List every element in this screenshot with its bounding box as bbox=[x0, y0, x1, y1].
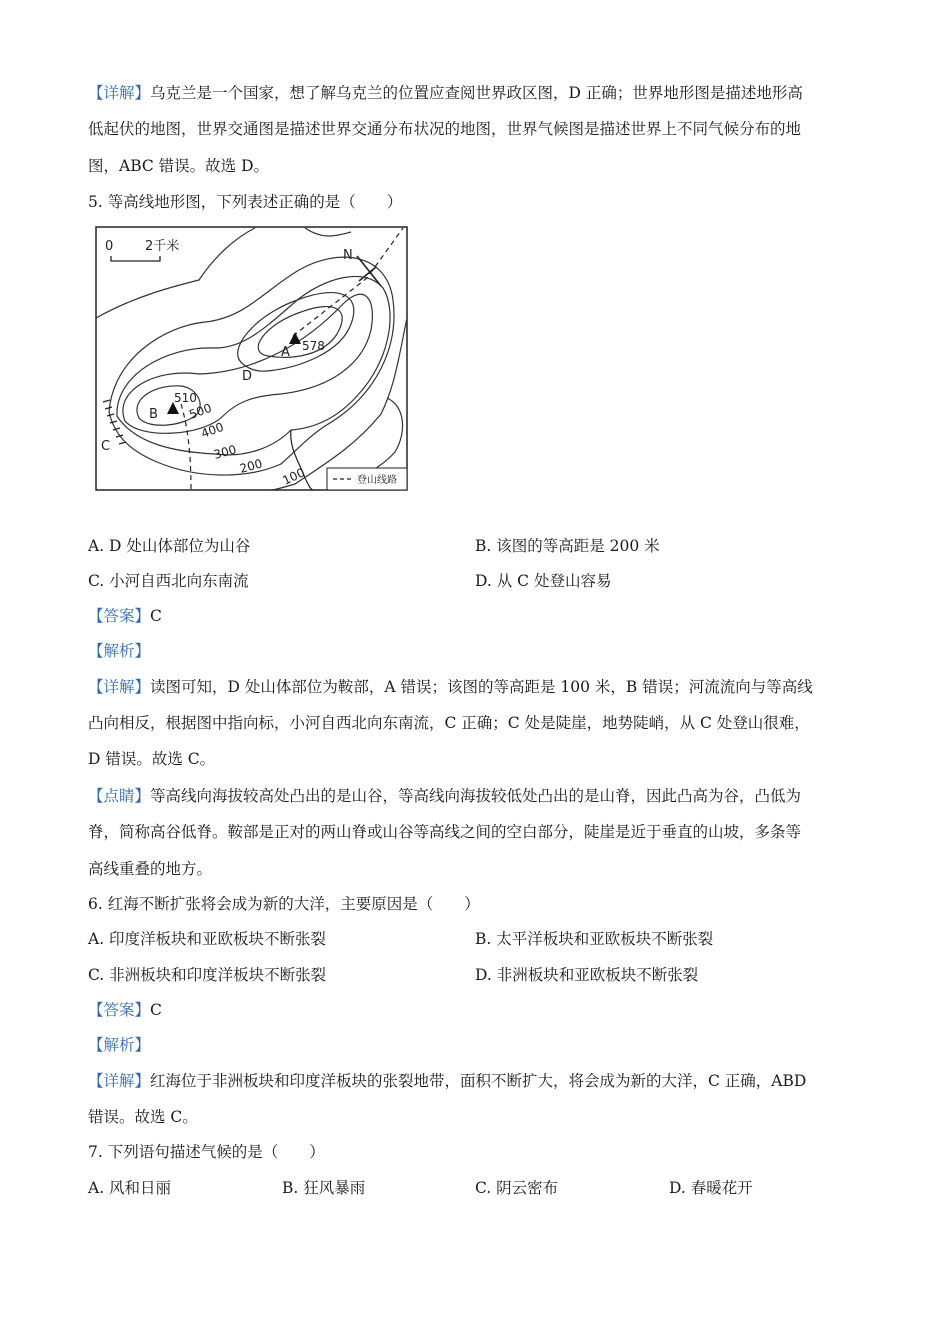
q6-option-b: B. 太平洋板块和亚欧板块不断张裂 bbox=[475, 930, 714, 948]
q7-option-b: B. 狂风暴雨 bbox=[282, 1179, 366, 1197]
contour-label-400: 400 bbox=[199, 419, 226, 441]
detail-tag: 【详解】 bbox=[88, 1072, 151, 1090]
q5-detail-line-3: D 错误。故选 C。 bbox=[88, 750, 216, 768]
q7-option-c: C. 阴云密布 bbox=[475, 1179, 559, 1197]
analysis-tag: 【解析】 bbox=[88, 1036, 151, 1054]
q5-answer bbox=[88, 606, 162, 626]
q5-detail-line-2: 凸向相反，根据图中指向标，小河自西北向东南流，C 正确；C 处是陡崖，地势陡峭，从 C 处登山很难， bbox=[88, 714, 810, 732]
map-frame bbox=[96, 227, 407, 490]
q6-option-c: C. 非洲板块和印度洋板块不断张裂 bbox=[88, 966, 327, 984]
q7-option-d: D. 春暖花开 bbox=[669, 1179, 753, 1197]
q5-tip-line-3: 高线重叠的地方。 bbox=[88, 860, 213, 878]
q5-option-b: B. 该图的等高距是 200 米 bbox=[475, 537, 660, 555]
q6-detail-line-2: 错误。故选 C。 bbox=[88, 1108, 198, 1126]
q4-detail-line-2: 低起伏的地图，世界交通图是描述世界交通分布状况的地图，世界气候图是描述世界上不同气候分布的地 bbox=[88, 120, 802, 138]
q5-option-c: C. 小河自西北向东南流 bbox=[88, 572, 249, 590]
elevation-b: 510 bbox=[174, 391, 197, 405]
q5-analysis bbox=[88, 641, 150, 661]
q6-detail-line-1 bbox=[88, 1071, 806, 1091]
contour-label-100: 100 bbox=[280, 465, 308, 488]
q6-analysis bbox=[88, 1035, 150, 1055]
q7-stem: 7. 下列语句描述气候的是（ ） bbox=[88, 1143, 325, 1161]
contour-label-200: 200 bbox=[238, 456, 264, 476]
q5-tip-line-1 bbox=[88, 786, 801, 806]
scale-label: 2千米 bbox=[145, 239, 180, 254]
answer-value: C bbox=[150, 1001, 162, 1019]
q6-answer bbox=[88, 1000, 162, 1020]
scale-zero: 0 bbox=[105, 239, 114, 254]
answer-value: C bbox=[150, 607, 162, 625]
q4-detail-line-1 bbox=[88, 83, 803, 103]
point-d-label: D bbox=[242, 369, 253, 384]
north-label: N bbox=[343, 248, 353, 263]
contour-label-500: 500 bbox=[187, 400, 214, 422]
answer-tag: 【答案】 bbox=[88, 607, 151, 625]
legend-route-label: 登山线路 bbox=[357, 475, 397, 486]
point-b-label: B bbox=[149, 407, 158, 422]
q5-detail-text-1: 读图可知，D 处山体部位为鞍部，A 错误；该图的等高距是 100 米，B 错误；河流流向与等高线 bbox=[150, 678, 813, 696]
contour-map bbox=[95, 226, 409, 492]
q5-tip-line-2: 脊，简称高谷低脊。鞍部是正对的两山脊或山谷等高线之间的空白部分，陡崖是近于垂直的山坡，多条等 bbox=[88, 823, 802, 841]
q5-detail-line-1 bbox=[88, 677, 813, 697]
contour-label-300: 300 bbox=[212, 442, 238, 462]
tip-tag: 【点睛】 bbox=[88, 787, 151, 805]
point-c-label: C bbox=[101, 439, 111, 454]
detail-tag: 【详解】 bbox=[88, 678, 151, 696]
point-a-label: A bbox=[281, 345, 290, 360]
q7-option-a: A. 风和日丽 bbox=[88, 1179, 172, 1197]
analysis-tag: 【解析】 bbox=[88, 642, 151, 660]
elevation-a: 578 bbox=[302, 339, 325, 353]
q5-option-d: D. 从 C 处登山容易 bbox=[475, 572, 612, 590]
detail-tag: 【详解】 bbox=[88, 84, 151, 102]
q4-detail-text-1: 乌克兰是一个国家，想了解乌克兰的位置应查阅世界政区图，D 正确；世界地形图是描述地形高 bbox=[150, 84, 803, 102]
q6-stem: 6. 红海不断扩张将会成为新的大洋，主要原因是（ ） bbox=[88, 895, 480, 913]
q6-detail-text-1: 红海位于非洲板块和印度洋板块的张裂地带，面积不断扩大，将会成为新的大洋，C 正确，ABD bbox=[150, 1072, 807, 1090]
q6-option-d: D. 非洲板块和亚欧板块不断张裂 bbox=[475, 966, 699, 984]
q6-option-a: A. 印度洋板块和亚欧板块不断张裂 bbox=[88, 930, 327, 948]
answer-tag: 【答案】 bbox=[88, 1001, 151, 1019]
q5-stem: 5. 等高线地形图，下列表述正确的是（ ） bbox=[88, 193, 403, 211]
q5-option-a: A. D 处山体部位为山谷 bbox=[88, 537, 251, 555]
q5-tip-text-1: 等高线向海拔较高处凸出的是山谷，等高线向海拔较低处凸出的是山脊，因此凸高为谷，凸低为 bbox=[150, 787, 802, 805]
q4-detail-line-3: 图，ABC 错误。故选 D。 bbox=[88, 157, 270, 175]
